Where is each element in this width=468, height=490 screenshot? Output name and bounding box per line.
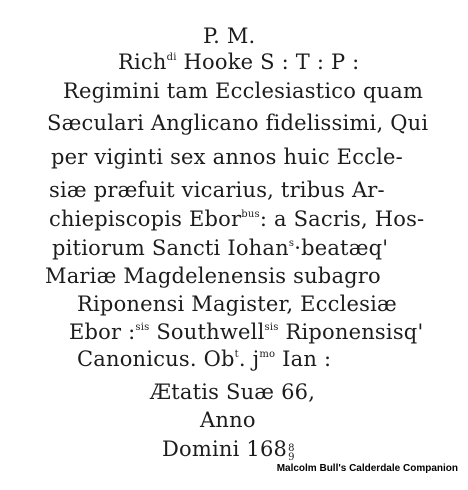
inscription-line-13: Ætatis Suæ 66, bbox=[150, 380, 316, 404]
date-fraction: 8 9 bbox=[288, 443, 295, 463]
inscription-line-2: Rich$^{di}$ Hooke S : T : P : bbox=[118, 50, 360, 74]
inscription-line-1: P. M. bbox=[203, 24, 256, 48]
inscription-line-4: Sæculari Anglicano fidelissimi, Qui bbox=[47, 111, 429, 135]
inscription-line-11: Ebor :$^{sis}$ Southwell$^{sis}$ Riponensisq' bbox=[69, 320, 424, 344]
credit-watermark: Malcolm Bull's Calderdale Companion bbox=[276, 463, 458, 474]
inscription-line-5: per viginti sex annos huic Eccle- bbox=[51, 145, 403, 169]
inscription-line-10: Riponensi Magister, Ecclesiæ bbox=[77, 292, 397, 316]
inscription-line-12: Canonicus. Ob$^t$. $j^{mo}$ Ian : bbox=[77, 347, 332, 371]
inscription-line-6: siæ præfuit vicarius, tribus Ar- bbox=[49, 178, 385, 202]
inscription-line-15: Domini 168 8 9 bbox=[162, 437, 295, 463]
inscription-line-3: Regimini tam Ecclesiastico quam bbox=[63, 79, 424, 103]
inscription-line-8: pitiorum Sancti Iohan$^s$·beatæq' bbox=[52, 236, 389, 260]
inscription-line-7: chiepiscopis Ebor$^{bus}$: a Sacris, Hos- bbox=[49, 207, 425, 231]
inscription-line-14: Anno bbox=[200, 408, 256, 432]
inscription-line-9: Mariæ Magdelenensis subagro bbox=[45, 264, 381, 288]
